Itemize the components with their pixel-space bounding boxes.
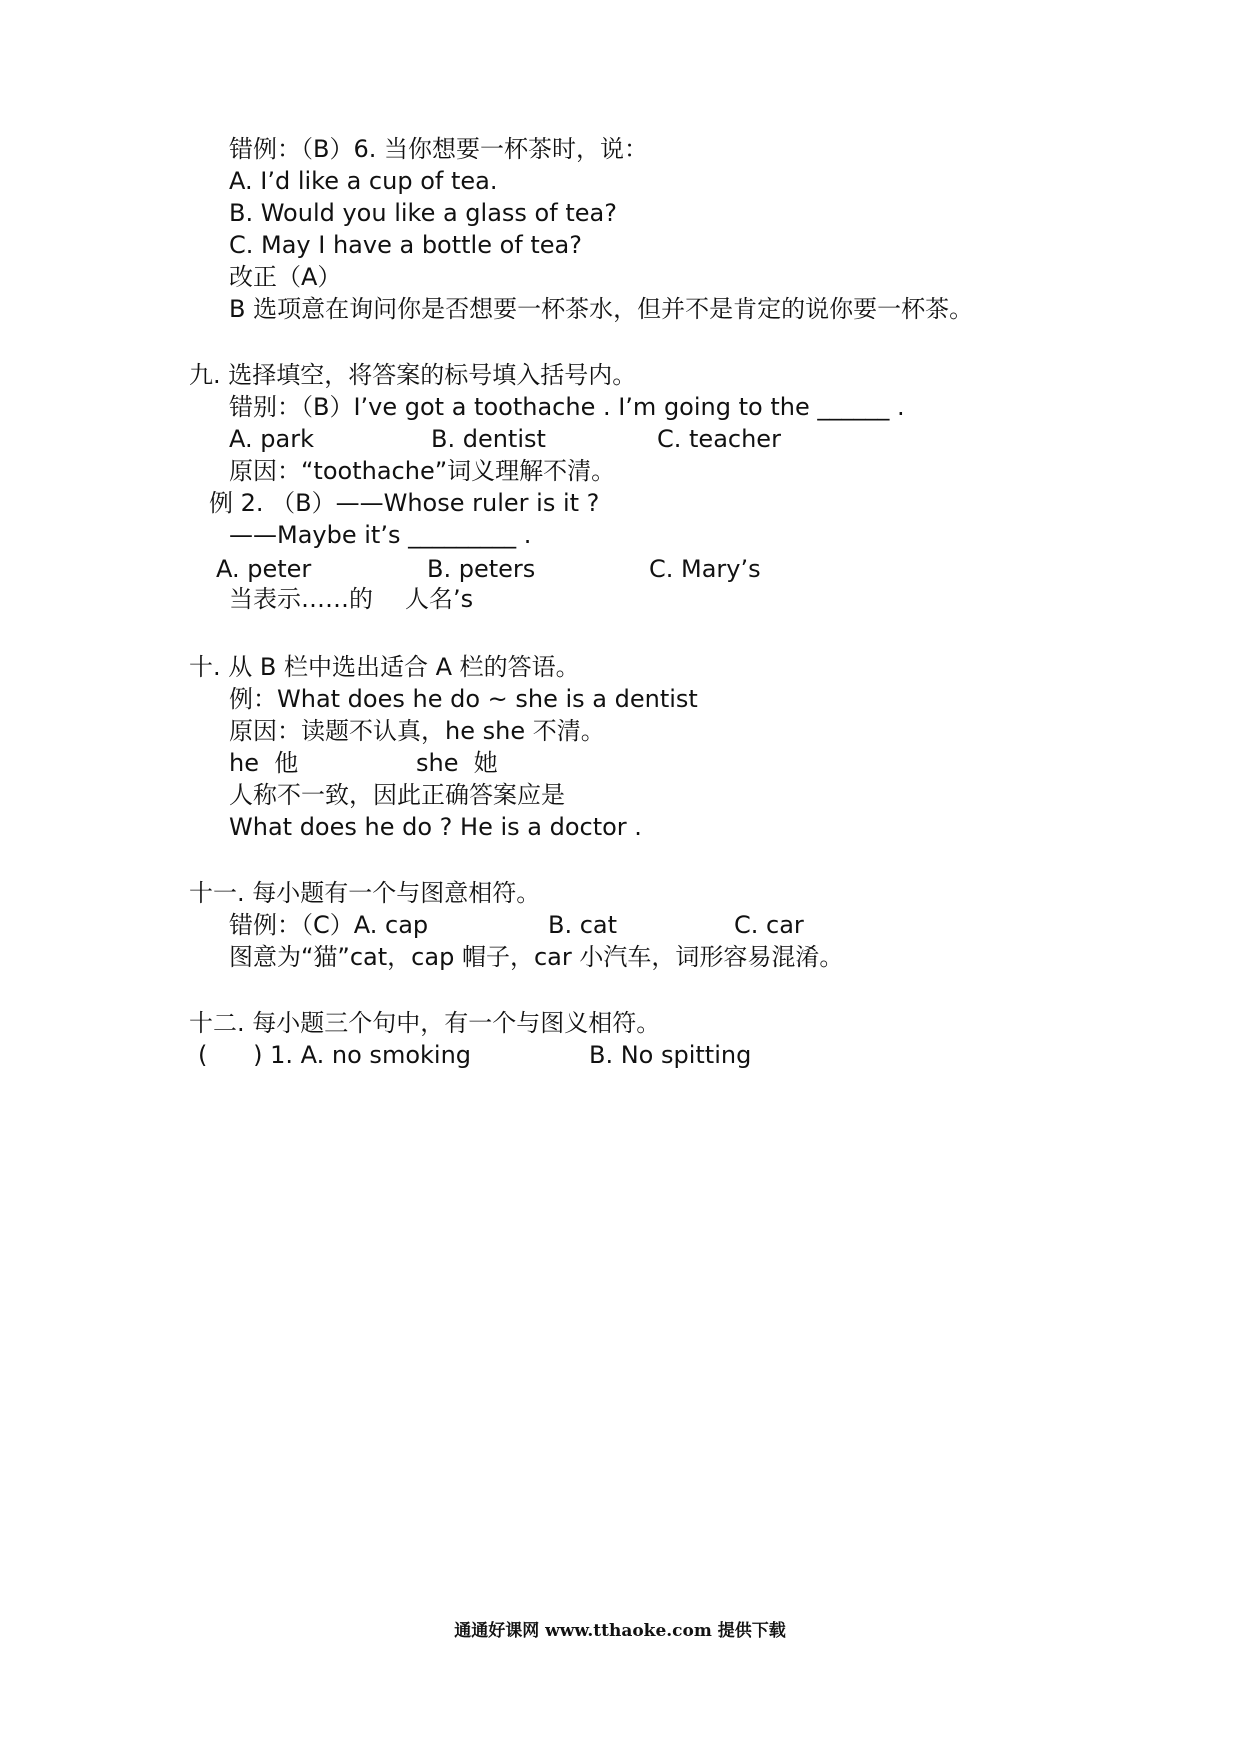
s10-he: he 他 (229, 749, 299, 777)
s11-option-b: B. cat (548, 911, 618, 939)
s9-note-right: 人名’s (405, 585, 474, 613)
s9-reason: 原因：“toothache”词义理解不清。 (229, 457, 616, 485)
s10-answer: What does he do ? He is a doctor . (229, 813, 642, 841)
s9-example2-option-b: B. peters (427, 555, 536, 583)
s10-reason: 原因：读题不认真，he she 不清。 (229, 717, 605, 745)
page-footer: 通通好课网 www.tthaoke.com 提供下载 (454, 1621, 786, 1641)
s12-heading: 十二. 每小题三个句中，有一个与图义相符。 (189, 1009, 661, 1037)
s9-heading: 九. 选择填空，将答案的标号填入括号内。 (189, 361, 637, 389)
s9-option-a: A. park (229, 425, 314, 453)
s9-note-left: 当表示……的 (229, 585, 373, 613)
s11-option-c: C. car (734, 911, 804, 939)
s9-example2-question: 例 2. （B）——Whose ruler is it ? (209, 489, 600, 517)
s9-example2-option-a: A. peter (216, 555, 312, 583)
s10-note: 人称不一致，因此正确答案应是 (229, 781, 565, 809)
s8-correction: 改正（A） (229, 263, 342, 291)
s11-reason: 图意为“猫”cat，cap 帽子，car 小汽车，词形容易混淆。 (229, 943, 844, 971)
s9-option-c: C. teacher (657, 425, 781, 453)
s10-she: she 她 (416, 749, 498, 777)
s10-heading: 十. 从 B 栏中选出适合 A 栏的答语。 (189, 653, 580, 681)
s9-error-example: 错别：（B）I’ve got a toothache . I’m going to the ______ . (229, 393, 905, 421)
s11-error-example: 错例：（C）A. cap (229, 911, 429, 939)
s12-option-b: B. No spitting (589, 1041, 752, 1069)
s11-heading: 十一. 每小题有一个与图意相符。 (189, 879, 541, 907)
s12-question-1: ( ) 1. A. no smoking (198, 1041, 472, 1069)
s9-example2-option-c: C. Mary’s (649, 555, 761, 583)
s8-option-b: B. Would you like a glass of tea? (229, 199, 617, 227)
s8-reason: B 选项意在询问你是否想要一杯茶水，但并不是肯定的说你要一杯茶。 (229, 295, 974, 323)
s8-option-c: C. May I have a bottle of tea? (229, 231, 583, 259)
s8-option-a: A. I’d like a cup of tea. (229, 167, 498, 195)
s10-example: 例：What does he do ~ she is a dentist (229, 685, 698, 713)
s9-example2-answer: ——Maybe it’s _________ . (229, 521, 532, 549)
s8-error-example: 错例：（B）6. 当你想要一杯茶时，说： (229, 135, 648, 163)
s9-option-b: B. dentist (431, 425, 546, 453)
